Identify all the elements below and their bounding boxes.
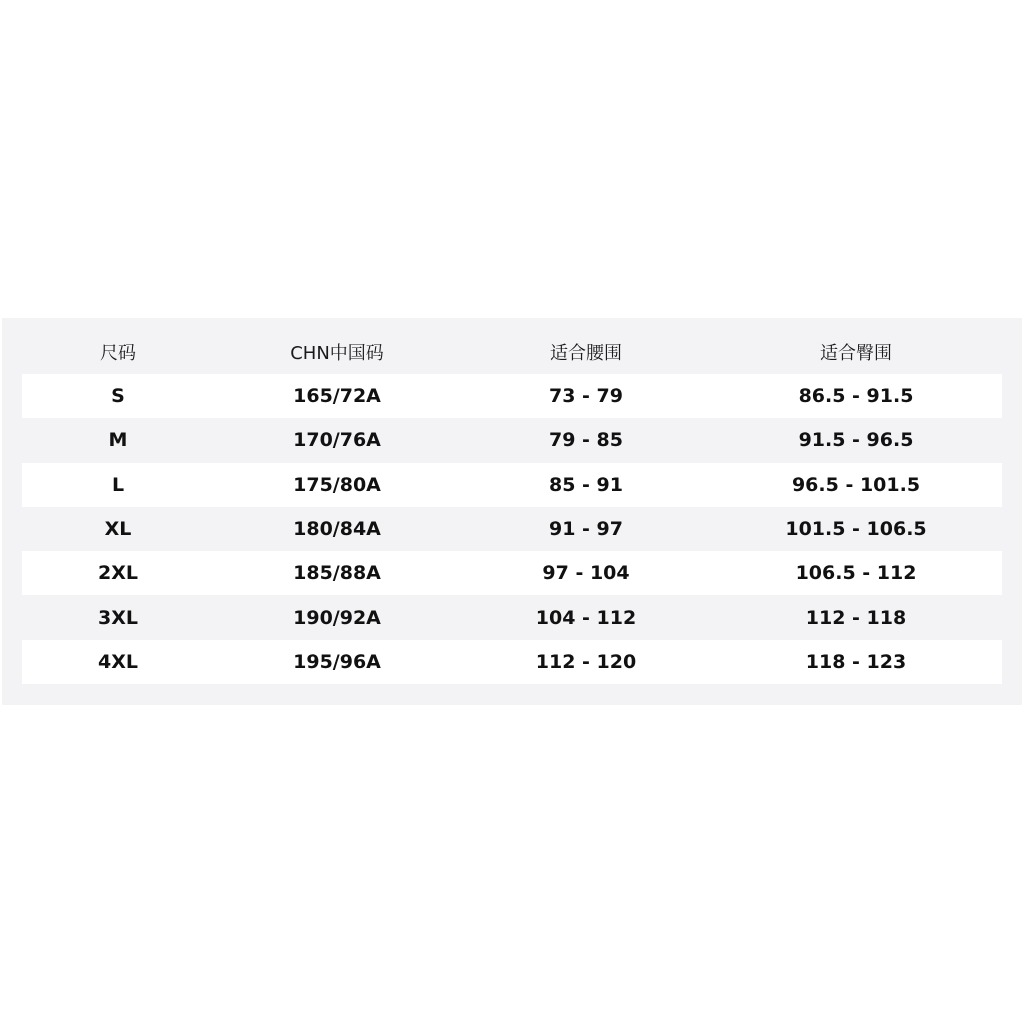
- size-cell: 3XL: [98, 607, 138, 629]
- size-cell: XL: [104, 518, 132, 540]
- size-cell: L: [111, 474, 125, 496]
- hip-cell: 91.5 - 96.5: [798, 429, 914, 451]
- chn-size-cell: 195/96A: [293, 651, 381, 673]
- hip-cell: 86.5 - 91.5: [798, 385, 914, 407]
- size-cell: M: [108, 429, 128, 451]
- header-chn-size: CHN中国码: [290, 343, 384, 364]
- chn-size-cell: 180/84A: [293, 518, 381, 540]
- table-row: [22, 640, 1002, 684]
- table-row: [22, 463, 1002, 507]
- waist-cell: 104 - 112: [535, 607, 637, 629]
- header-waist: 适合腰围: [550, 343, 622, 364]
- table-row: [22, 596, 1002, 640]
- table-row: [22, 374, 1002, 418]
- chn-size-cell: 190/92A: [293, 607, 381, 629]
- chn-size-cell: 185/88A: [293, 562, 381, 584]
- table-header: [22, 331, 1002, 373]
- hip-cell: 118 - 123: [805, 651, 907, 673]
- chn-size-cell: 175/80A: [293, 474, 381, 496]
- chn-size-cell: 165/72A: [293, 385, 381, 407]
- waist-cell: 91 - 97: [549, 518, 623, 540]
- table-row: [22, 507, 1002, 551]
- waist-cell: 112 - 120: [535, 651, 637, 673]
- header-size: 尺码: [100, 343, 136, 364]
- table-row: [22, 418, 1002, 462]
- waist-cell: 85 - 91: [549, 474, 623, 496]
- size-cell: S: [111, 385, 125, 407]
- hip-cell: 101.5 - 106.5: [785, 518, 927, 540]
- size-chart-panel: [2, 318, 1022, 705]
- waist-cell: 97 - 104: [542, 562, 630, 584]
- chn-size-cell: 170/76A: [293, 429, 381, 451]
- hip-cell: 96.5 - 101.5: [791, 474, 921, 496]
- size-cell: 4XL: [98, 651, 138, 673]
- waist-cell: 79 - 85: [549, 429, 623, 451]
- waist-cell: 73 - 79: [549, 385, 623, 407]
- hip-cell: 106.5 - 112: [795, 562, 917, 584]
- size-cell: 2XL: [98, 562, 138, 584]
- hip-cell: 112 - 118: [805, 607, 907, 629]
- table-row: [22, 551, 1002, 595]
- header-hip: 适合臀围: [820, 343, 892, 364]
